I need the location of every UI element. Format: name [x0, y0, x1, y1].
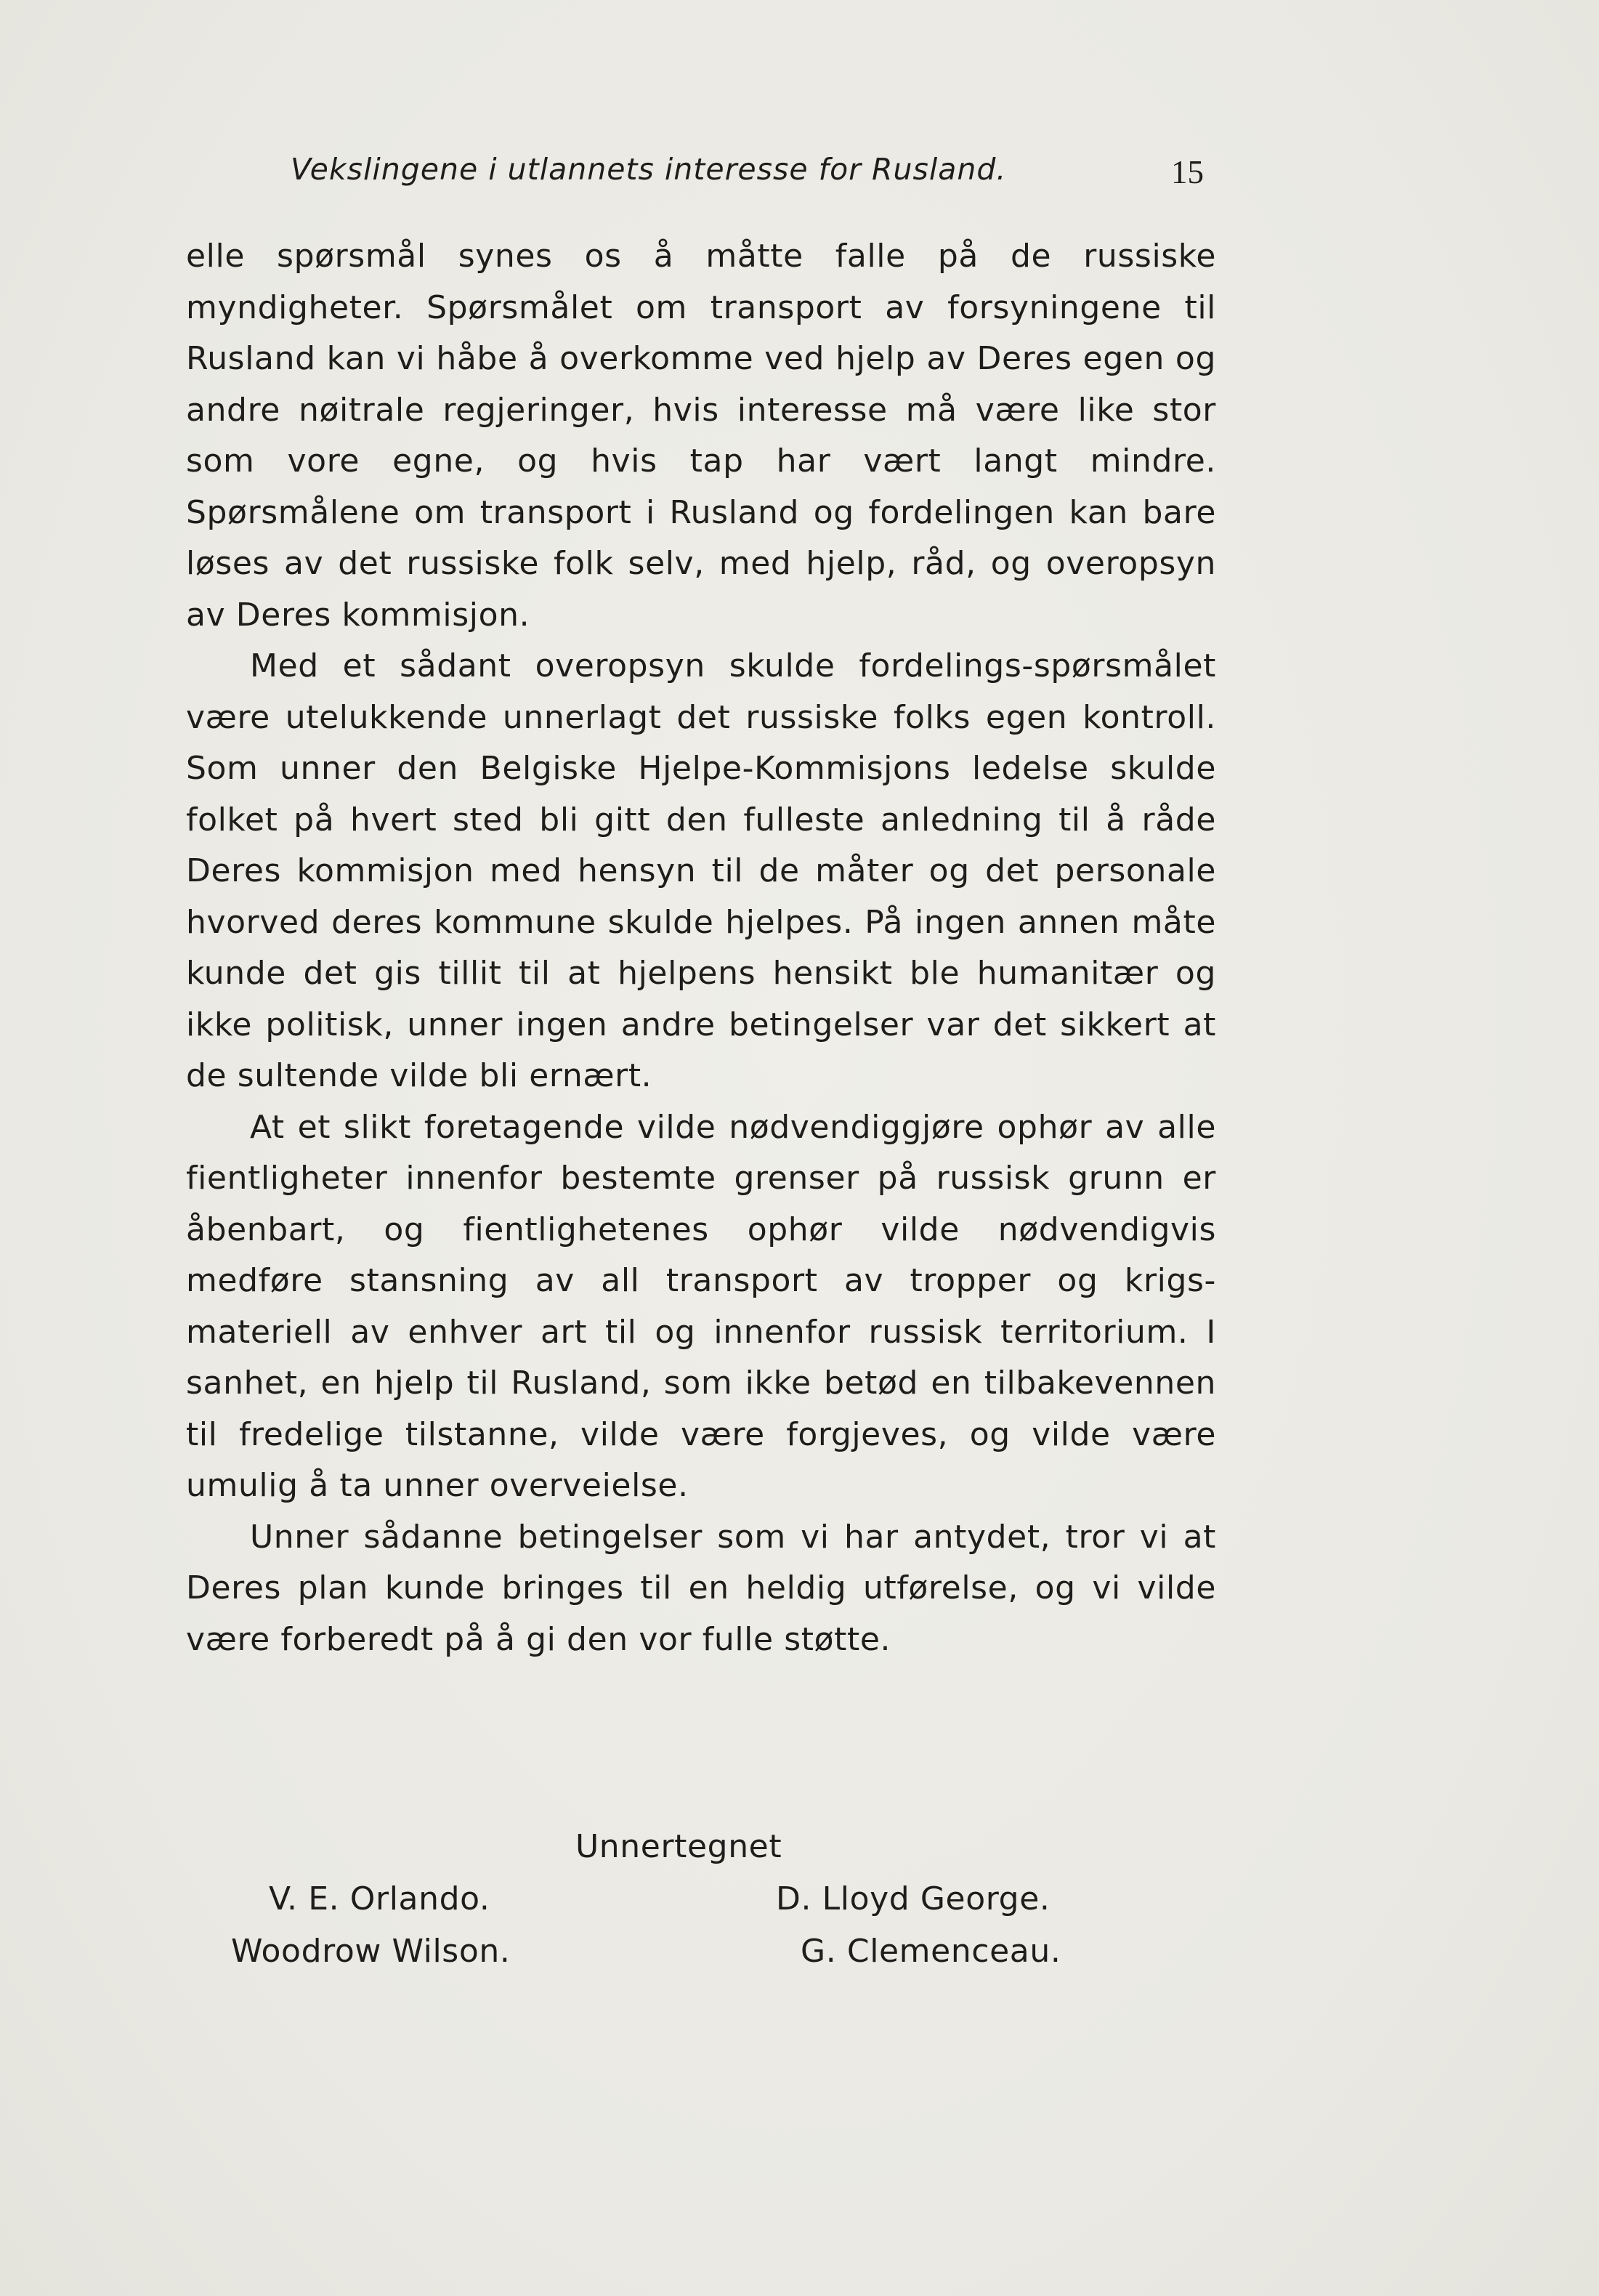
signatory-orlando: V. E. Orlando. [269, 1880, 490, 1917]
running-title: Vekslingene i utlannets interesse for Rusland. [291, 152, 1007, 187]
paragraph: Med et sådant overopsyn skulde fordelings-spørsmålet være utelukkende unnerlagt det russiske folks egen kontroll. Som unner den Belgiske Hjelpe-Kommisjons ledelse skulde folket på hvert sted bli gitt den fulleste anledning til å råde Deres kommisjon med hensyn til de måter og det personale hvorved deres kommune skulde hjelpes. På ingen annen måte kunde det gis tillit til at hjelpens hensikt ble humanitær og ikke politisk, unner ingen andre betingelser var det sikkert at de sultende vilde bli ernært. [186, 647, 1216, 1094]
paragraph: elle spørsmål synes os å måtte falle på de russiske myndigheter. Spørsmålet om transport av forsyningene til Rusland kan vi håbe å overkomme ved hjelp av Deres egen og andre nøitrale regjeringer, hvis interesse må være like stor som vore egne, og hvis tap har vært langt mindre. Spørsmålene om transport i Rusland og fordelingen kan bare løses av det russiske folk selv, med hjelp, råd, og overopsyn av Deres kommisjon. [186, 238, 1216, 634]
running-head [0, 144, 1599, 195]
body-text [186, 231, 1216, 1665]
signed-label: Unnertegnet [575, 1828, 782, 1865]
signatory-wilson: Woodrow Wilson. [231, 1933, 511, 1970]
page-number: 15 [1171, 154, 1204, 190]
signatory-clemenceau: G. Clemenceau. [801, 1933, 1061, 1970]
paragraph: At et slikt foretagende vilde nødvendiggjøre ophør av alle fientligheter innenfor bestemte grenser på russisk grunn er åbenbart, og fientlighetenes ophør vilde nødvendigvis medføre stansning av all transport av tropper og krigs-materiell av enhver art til og innenfor russisk territorium. I sanhet, en hjelp til Rusland, som ikke betød en tilbakevennen til fredelige tilstanne, vilde være forgjeves, og vilde være umulig å ta unner overveielse. [186, 1108, 1216, 1504]
paragraph: Unner sådanne betingelser som vi har antydet, tror vi at Deres plan kunde bringes til en heldig utførelse, og vi vilde være forberedt på å gi den vor fulle støtte. [186, 1518, 1216, 1658]
signatory-lloyd-george: D. Lloyd George. [776, 1880, 1051, 1917]
